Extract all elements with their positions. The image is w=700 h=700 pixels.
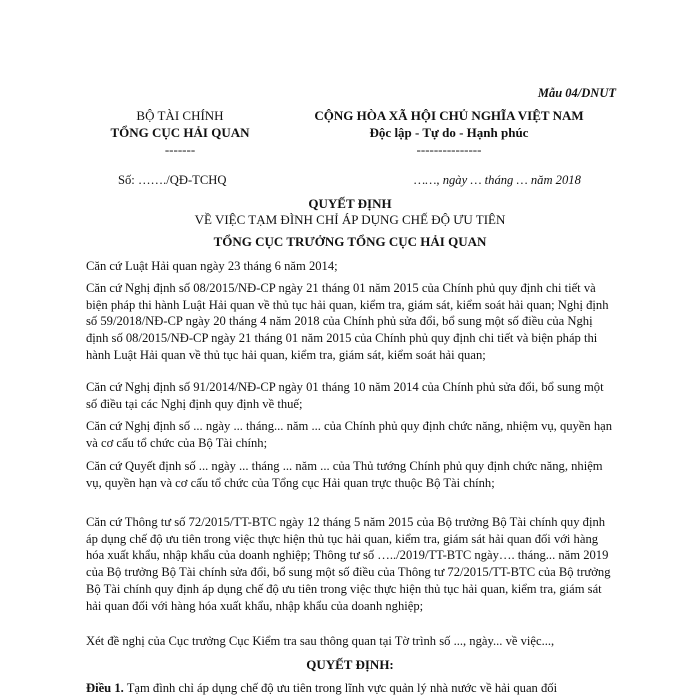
document-date: ……, ngày … tháng … năm 2018 <box>414 173 581 187</box>
legal-basis-paragraph: Căn cứ Quyết định số ... ngày ... tháng ... năm ... của Thủ tướng Chính phủ quy định chức năng, nhiệm vụ, quyền hạn và cơ cấu tổ chức của Tổng cục Hải quan trực thuộc Bộ Tài chính; <box>86 459 603 490</box>
article-1-label: Điều 1. <box>86 681 124 695</box>
legal-basis-paragraph: Căn cứ Thông tư số 72/2015/TT-BTC ngày 12 tháng 5 năm 2015 của Bộ trưởng Bộ Tài chính quy định áp dụng chế độ ưu tiên trong việc thực hiện thủ tục hải quan, kiểm tra, giám sát hải quan đối với hàng hóa xuất khẩu, nhập khẩu của doanh nghiệp; Thông tư số …../2019/TT-BTC ngày…. tháng... năm 2019 của Bộ trưởng Bộ Tài chính sửa đổi, bổ sung một số điều của Thông tư 72/2015/TT-BTC của Bộ trưởng Bộ Tài chính quy định áp dụng chế độ ưu tiên trong việc thực hiện thủ tục hải quan, kiểm tra, giám sát hải quan đối với hàng hóa xuất khẩu, nhập khẩu của doanh nghiệp; <box>86 515 611 613</box>
article-1-text: Tạm đình chỉ áp dụng chế độ ưu tiên trong lĩnh vực quản lý nhà nước về hải quan đối <box>123 681 558 695</box>
decision-subject: VỀ VIỆC TẠM ĐÌNH CHỈ ÁP DỤNG CHẾ ĐỘ ƯU TIÊN <box>194 212 506 227</box>
national-name: CỘNG HÒA XÃ HỘI CHỦ NGHĨA VIỆT NAM <box>314 108 584 123</box>
national-heading-block <box>282 107 616 158</box>
form-code: Mẫu 04/DNUT <box>537 86 616 100</box>
article-1 <box>86 681 557 696</box>
issuer-ministry: BỘ TÀI CHÍNH <box>136 108 224 123</box>
national-motto: Độc lập - Tự do - Hạnh phúc <box>369 125 529 140</box>
issuer-block <box>105 107 255 158</box>
decision-heading: QUYẾT ĐỊNH: <box>306 657 394 672</box>
issuer-department: TỔNG CỤC HẢI QUAN <box>110 125 250 140</box>
decision-title: QUYẾT ĐỊNH <box>308 196 392 211</box>
document-number: Số: ……./QĐ-TCHQ <box>118 173 227 187</box>
legal-basis-paragraph: Căn cứ Nghị định số 91/2014/NĐ-CP ngày 01 tháng 10 năm 2014 của Chính phủ sửa đổi, bổ sung một số điều tại các Nghị định quy định về thuế; <box>86 380 604 411</box>
issuer-divider: ------- <box>164 142 196 157</box>
legal-basis-paragraph: Căn cứ Nghị định số ... ngày ... tháng... năm ... của Chính phủ quy định chức năng, nhiệm vụ, quyền hạn và cơ cấu tổ chức của Bộ Tài chính; <box>86 419 613 450</box>
proposal-paragraph: Xét đề nghị của Cục trưởng Cục Kiểm tra sau thông quan tại Tờ trình số ..., ngày... về việc..., <box>86 634 555 648</box>
national-divider: --------------- <box>416 142 482 157</box>
signing-authority: TỔNG CỤC TRƯỞNG TỔNG CỤC HẢI QUAN <box>213 234 487 249</box>
legal-basis-paragraph: Căn cứ Nghị định số 08/2015/NĐ-CP ngày 21 tháng 01 năm 2015 của Chính phủ quy định chi tiết và biện pháp thi hành Luật Hải quan về thủ tục hải quan, kiểm tra, giám sát, kiểm soát hải quan; Nghị định số 59/2018/NĐ-CP ngày 20 tháng 4 năm 2018 của Chính phủ sửa đổi, bổ sung một số điều của Nghị định số 08/2015/NĐ-CP ngày 21 tháng 01 năm 2015 của Chính phủ quy định chi tiết và biện pháp thi hành Luật Hải quan về thủ tục hải quan, kiểm tra, giám sát, kiểm soát hải quan; <box>86 281 609 362</box>
legal-basis-paragraph: Căn cứ Luật Hải quan ngày 23 tháng 6 năm 2014; <box>86 259 338 273</box>
